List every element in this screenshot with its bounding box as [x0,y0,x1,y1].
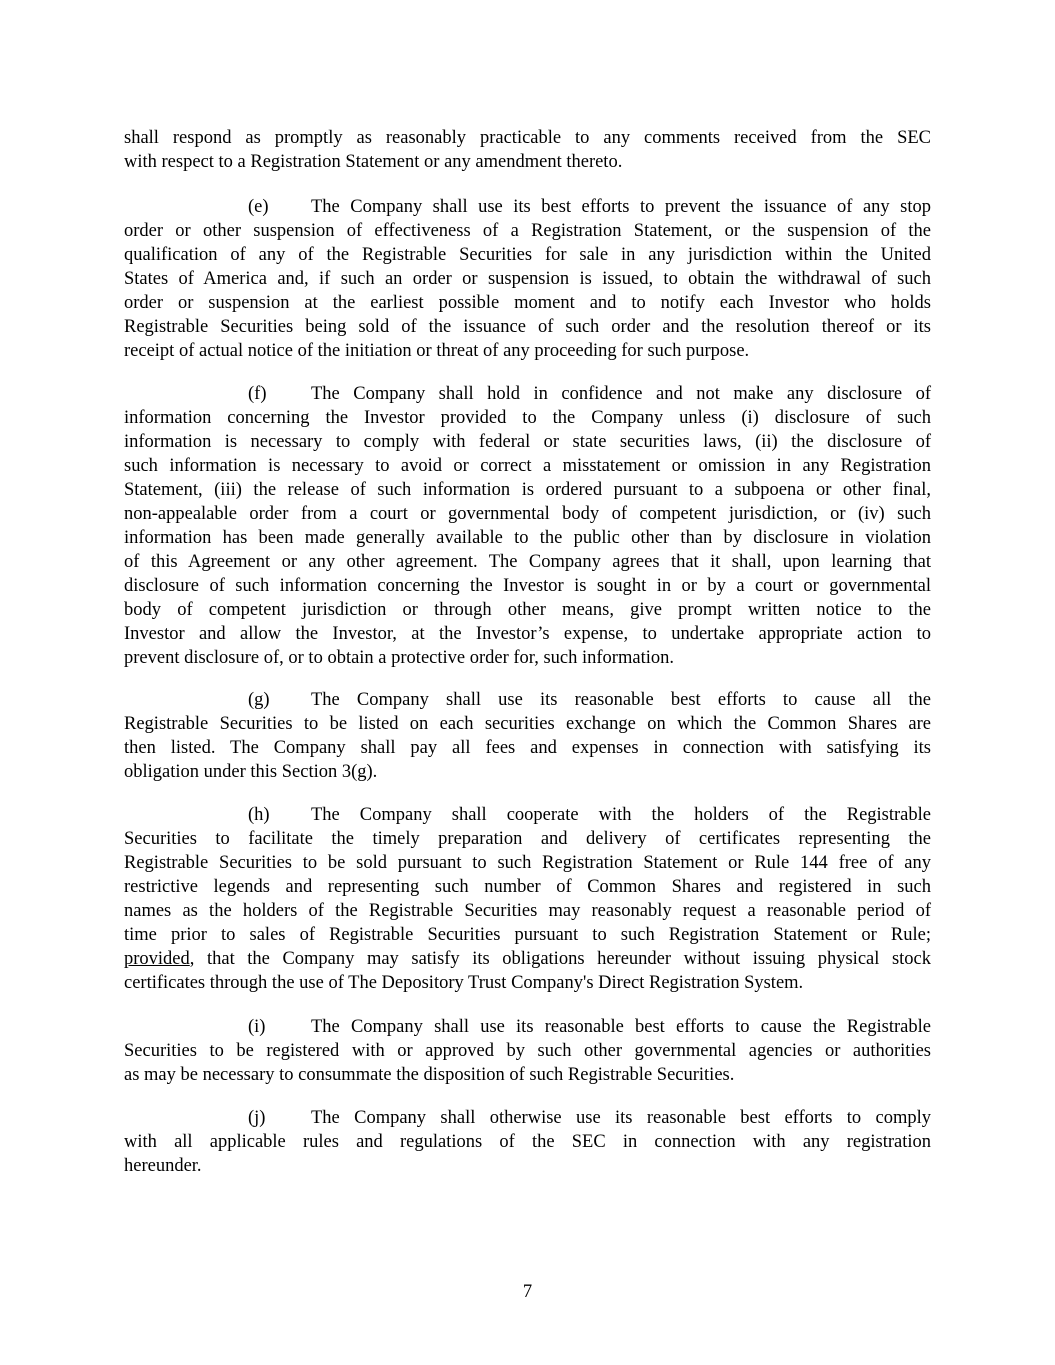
paragraph-label: (h) [248,805,270,825]
paragraph-e [124,195,931,363]
paragraph-h [124,803,931,995]
paragraph-line [124,923,931,947]
paragraph-line [124,875,931,899]
line-text: body of competent jurisdiction or through other means, give prompt written notice to the [124,600,931,620]
line-text: qualification of any of the Registrable Securities for sale in any jurisdiction within the United [124,245,931,265]
line-text: hereunder. [124,1156,202,1176]
paragraph-line [124,688,931,712]
paragraph-i [124,1015,931,1087]
line-text: disclosure of such information concerning the Investor is sought in or by a court or governmental [124,576,931,596]
line-text: Securities to facilitate the timely preparation and delivery of certificates representing the [124,829,931,849]
paragraph-line [124,150,931,174]
line-text: such information is necessary to avoid or correct a misstatement or omission in any Registration [124,456,931,476]
paragraph-line [124,803,931,827]
line-text: as may be necessary to consummate the disposition of such Registrable Securities. [124,1065,735,1085]
paragraph-continued [124,126,931,174]
line-text: information concerning the Investor provided to the Company unless (i) disclosure of such [124,408,931,428]
paragraph-line [124,219,931,243]
paragraph-line [124,382,931,406]
line-text: with respect to a Registration Statement or any amendment thereto. [124,152,623,172]
line-text: of this Agreement or any other agreement. The Company agrees that it shall, upon learning that [124,552,931,572]
paragraph-line [124,574,931,598]
paragraph-line [124,736,931,760]
line-text: Investor and allow the Investor, at the Investor’s expense, to undertake appropriate action to [124,624,931,644]
paragraph-line [124,1015,931,1039]
paragraph-line [124,760,931,784]
line-text: States of America and, if such an order or suspension is issued, to obtain the withdrawal of such [124,269,931,289]
paragraph-line [124,971,931,995]
paragraph-line [124,1154,931,1178]
paragraph-line [124,550,931,574]
paragraph-line [124,1039,931,1063]
line-text: The Company shall use its best efforts to prevent the issuance of any stop [311,197,931,217]
paragraph-line [124,1063,931,1087]
line-text: Securities to be registered with or approved by such other governmental agencies or authorities [124,1041,931,1061]
paragraph-line [124,502,931,526]
paragraph-label: (j) [248,1108,266,1128]
line-text: certificates through the use of The Depository Trust Company's Direct Registration System. [124,973,804,993]
paragraph-line [124,339,931,363]
paragraph-line [124,598,931,622]
paragraph-line [124,899,931,923]
paragraph-line [124,851,931,875]
paragraph-line [124,827,931,851]
line-text: names as the holders of the Registrable Securities may reasonably request a reasonable period of [124,901,931,921]
paragraph-label: (e) [248,197,269,217]
line-text: time prior to sales of Registrable Securities pursuant to such Registration Statement or Rule; [124,925,931,945]
underlined-term: provided [124,949,190,969]
line-text: shall respond as promptly as reasonably practicable to any comments received from the SEC [124,128,931,148]
paragraph-line [124,243,931,267]
line-text: Registrable Securities to be sold pursuant to such Registration Statement or Rule 144 free of any [124,853,931,873]
line-text: prevent disclosure of, or to obtain a protective order for, such information. [124,648,674,668]
paragraph-line: provided, that the Company may satisfy its obligations hereunder without issuing physical stock [124,949,931,969]
paragraph-label: (i) [248,1017,266,1037]
paragraph-line [124,126,931,150]
paragraph-line [124,195,931,219]
line-text: information is necessary to comply with federal or state securities laws, (ii) the disclosure of [124,432,931,452]
line-text: The Company shall otherwise use its reasonable best efforts to comply [311,1108,931,1128]
paragraph-label: (f) [248,384,267,404]
paragraph-line [124,712,931,736]
paragraph-label: (g) [248,690,270,710]
line-text: The Company shall use its reasonable best efforts to cause the Registrable [311,1017,931,1037]
line-text: The Company shall cooperate with the holders of the Registrable [311,805,931,825]
line-text: obligation under this Section 3(g). [124,762,378,782]
paragraph-line [124,478,931,502]
paragraph-line [124,454,931,478]
paragraph-line [124,315,931,339]
paragraph-line [124,291,931,315]
line-text: restrictive legends and representing such number of Common Shares and registered in such [124,877,931,897]
line-text: then listed. The Company shall pay all fees and expenses in connection with satisfying its [124,738,931,758]
line-text: The Company shall hold in confidence and not make any disclosure of [311,384,931,404]
line-text: order or other suspension of effectiveness of a Registration Statement, or the suspension of the [124,221,931,241]
line-text: Statement, (iii) the release of such information is ordered pursuant to a subpoena or other final, [124,480,931,500]
line-text: order or suspension at the earliest possible moment and to notify each Investor who holds [124,293,931,313]
line-text: non-appealable order from a court or governmental body of competent jurisdiction, or (iv) such [124,504,931,524]
line-text: receipt of actual notice of the initiation or threat of any proceeding for such purpose. [124,341,750,361]
paragraph-f [124,382,931,670]
paragraph-line [124,622,931,646]
paragraph-line [124,526,931,550]
paragraph-line [124,267,931,291]
paragraph-line [124,1106,931,1130]
paragraph-line [124,1130,931,1154]
paragraph-line [124,430,931,454]
line-text: The Company shall use its reasonable best efforts to cause all the [311,690,931,710]
paragraph-j [124,1106,931,1178]
paragraph-line [124,406,931,430]
line-text: Registrable Securities being sold of the issuance of such order and the resolution thereof or its [124,317,931,337]
paragraph-g [124,688,931,784]
page-number: 7 [522,1282,533,1302]
line-text: information has been made generally available to the public other than by disclosure in violation [124,528,931,548]
paragraph-line [124,646,931,670]
line-text: with all applicable rules and regulations of the SEC in connection with any registration [124,1132,931,1152]
line-text: Registrable Securities to be listed on each securities exchange on which the Common Shares are [124,714,931,734]
